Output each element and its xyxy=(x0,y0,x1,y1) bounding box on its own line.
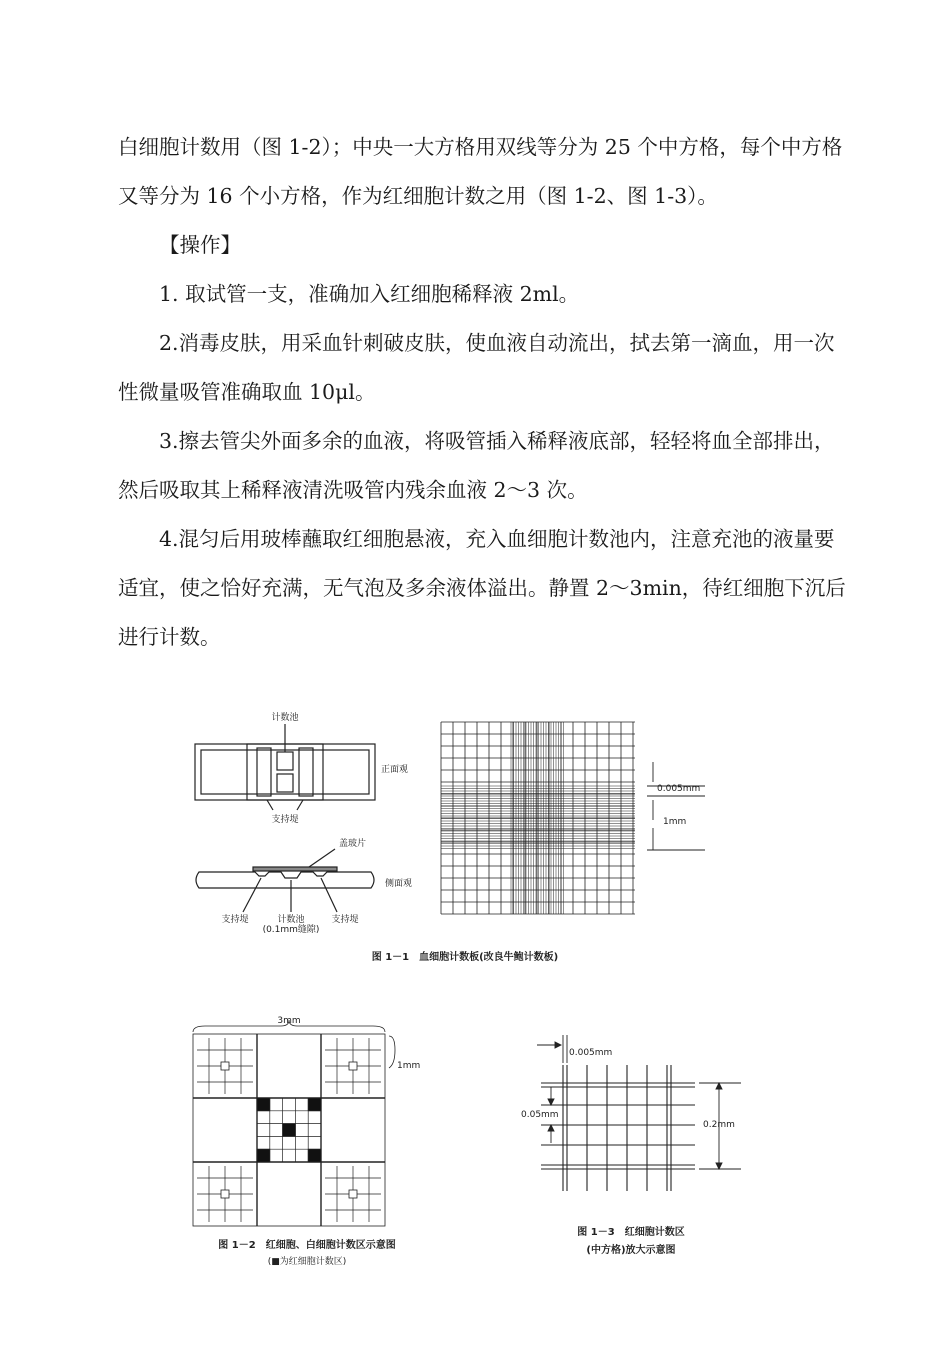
step-1: 1. 取试管一支，准确加入红细胞稀释液 2ml。 xyxy=(159,282,580,306)
label-chamber-bottom: 计数池 xyxy=(277,915,305,925)
label-front-view: 正面观 xyxy=(381,765,409,775)
figure-1-1 xyxy=(185,700,745,970)
caption-figure-1-2: 图 1－2 红细胞、白细胞计数区示意图 xyxy=(218,1240,396,1251)
note-figure-1-2: (■为红细胞计数区) xyxy=(267,1257,347,1267)
label-gap: (0.1mm缝隙) xyxy=(262,925,320,935)
step-2: 2.消毒皮肤，用采血针刺破皮肤，使血液自动流出，拭去第一滴血，用一次性微量吸管准确取血 10μl。 xyxy=(118,331,835,404)
caption-figure-1-3-line1: 图 1－3 红细胞计数区 xyxy=(577,1227,685,1238)
dimension-arrows xyxy=(647,762,705,850)
label-side-view: 侧面观 xyxy=(385,879,413,889)
figure-1-2 xyxy=(185,1010,445,1272)
label-005mm: 0.05mm xyxy=(521,1110,559,1120)
dimension-arrows-fig3 xyxy=(537,1035,741,1169)
counting-grid-drawing xyxy=(441,722,635,914)
label-support: 支持堤 xyxy=(271,815,299,825)
label-cover-glass: 盖玻片 xyxy=(339,839,367,849)
caption-figure-1-1: 图 1－1 血细胞计数板(改良牛鲍计数板) xyxy=(371,952,559,963)
label-chamber: 计数池 xyxy=(271,713,299,723)
front-view-drawing xyxy=(195,724,375,810)
label-1mm-fig1: 1mm xyxy=(663,817,687,827)
heading-operation: 【操作】 xyxy=(159,233,241,257)
counting-area-drawing xyxy=(193,1034,385,1226)
label-0005mm: 0.005mm xyxy=(657,784,701,794)
step-3: 3.擦去管尖外面多余的血液，将吸管插入稀释液底部，轻轻将血全部排出，然后吸取其上稀释液清洗吸管内残余血液 2～3 次。 xyxy=(118,429,835,502)
label-3mm: 3mm xyxy=(277,1016,301,1026)
label-1mm-fig2: 1mm xyxy=(397,1061,421,1071)
side-view-drawing xyxy=(196,849,374,912)
caption-figure-1-3-line2: (中方格)放大示意图 xyxy=(586,1245,676,1256)
label-support-right: 支持堤 xyxy=(331,915,359,925)
figure-1-3 xyxy=(515,1025,745,1265)
medium-square-drawing xyxy=(541,1065,695,1191)
label-02mm: 0.2mm xyxy=(703,1120,735,1130)
step-4: 4.混匀后用玻棒蘸取红细胞悬液，充入血细胞计数池内，注意充池的液量要适宜，使之恰好充满，无气泡及多余液体溢出。静置 2～3min，待红细胞下沉后进行计数。 xyxy=(118,527,846,649)
label-support-left: 支持堤 xyxy=(221,915,249,925)
label-0005mm-fig3: 0.005mm xyxy=(569,1048,613,1058)
paragraph-wbc-count: 白细胞计数用（图 1-2）；中央一大方格用双线等分为 25 个中方格，每个中方格又等分为 16 个小方格，作为红细胞计数之用（图 1-2、图 1-3）。 xyxy=(118,135,843,208)
